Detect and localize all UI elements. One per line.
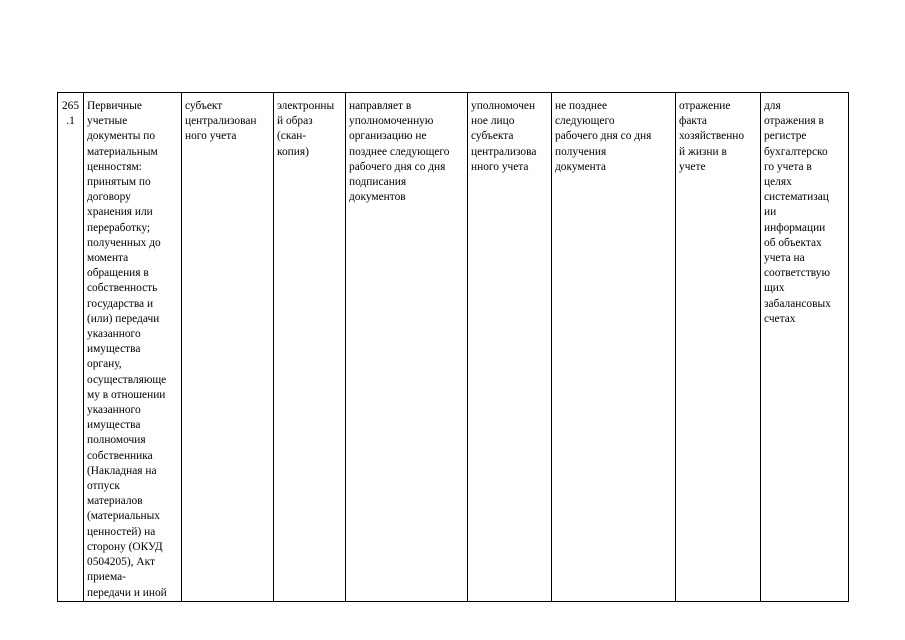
- document-name: Первичные учетные документы по материальным ценностям: принятым по договору хранения или переработку; полученных до момента обращения в собственность государства и (или) передачи указанного имущества органу, осуществляюще му в отношении указанного имущества полномочия собственника (Накладная на отпуск материалов (материальных ценностей) на сторону (ОКУД 0504205), Акт приема- передачи и иной: [87, 100, 167, 599]
- format-cell: [274, 93, 346, 602]
- row-number: 265 .1: [61, 100, 80, 128]
- creator-cell: [182, 93, 274, 602]
- document-creator: субъект централизован ного учета: [185, 100, 257, 143]
- purpose-cell: [676, 93, 761, 602]
- accounting-note: для отражения в регистре бухгалтерско го учета в целях систематизац ии информации об объектах учета на соответствую щих забалансовых счетах: [764, 100, 831, 325]
- row-number-cell: [58, 93, 84, 602]
- deadline-cell: [552, 93, 676, 602]
- document-recipient: уполномочен ное лицо субъекта централизова нного учета: [471, 100, 537, 173]
- table-row: [58, 93, 849, 602]
- document-name-cell: [84, 93, 182, 602]
- recipient-cell: [468, 93, 552, 602]
- action-cell: [346, 93, 468, 602]
- note-cell: [761, 93, 849, 602]
- transfer-action: направляет в уполномоченную организацию не позднее следующего рабочего дня со дня подписания документов: [349, 100, 450, 204]
- processing-purpose: отражение факта хозяйственно й жизни в учете: [679, 100, 745, 173]
- processing-deadline: не позднее следующего рабочего дня со дня получения документа: [555, 100, 652, 173]
- document-format: электронны й образ (скан- копия): [277, 100, 335, 158]
- document-table: [57, 92, 849, 602]
